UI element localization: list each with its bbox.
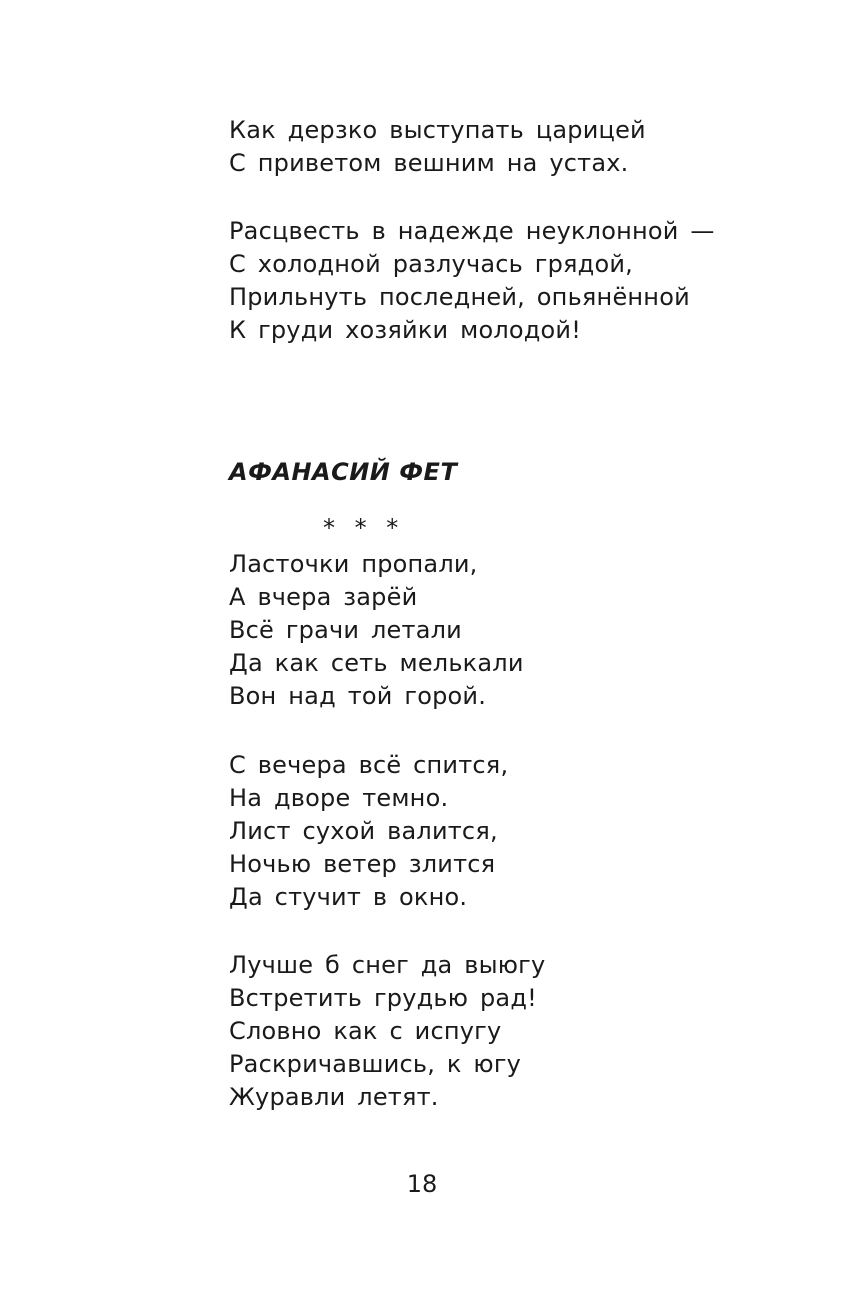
poem-line: Да как сеть мелькали (229, 649, 524, 677)
poem-line: Ласточки пропали, (229, 550, 478, 578)
poem-line: Лист сухой валится, (229, 817, 498, 845)
poem-line: Как дерзко выступать царицей (229, 116, 646, 144)
poem-line: Да стучит в окно. (229, 883, 468, 911)
author-heading: АФАНАСИЙ ФЕТ (229, 458, 458, 486)
poem-line: На дворе темно. (229, 784, 449, 812)
poem-line: Расцвесть в надежде неуклонной — (229, 217, 715, 245)
page-number: 18 (406, 1170, 438, 1198)
poem-line: Прильнуть последней, опьянённой (229, 283, 690, 311)
poem-line: Вон над той горой. (229, 682, 487, 710)
poem-line: Всё грачи летали (229, 616, 462, 644)
poem-line: Журавли летят. (229, 1083, 439, 1111)
poem-separator: * * * (323, 514, 405, 542)
poem-line: Лучше б снег да выюгу (229, 951, 546, 979)
poem-line: С холодной разлучась грядой, (229, 250, 633, 278)
poem-line: К груди хозяйки молодой! (229, 316, 582, 344)
poem-line: С вечера всё спится, (229, 751, 509, 779)
poem-line: Ночью ветер злится (229, 850, 496, 878)
poem-line: Раскричавшись, к югу (229, 1050, 522, 1078)
poem-line: Словно как с испугу (229, 1017, 502, 1045)
poem-line: А вчера зарёй (229, 583, 418, 611)
poem-line: Встретить грудью рад! (229, 984, 537, 1012)
poem-line: С приветом вешним на устах. (229, 149, 629, 177)
